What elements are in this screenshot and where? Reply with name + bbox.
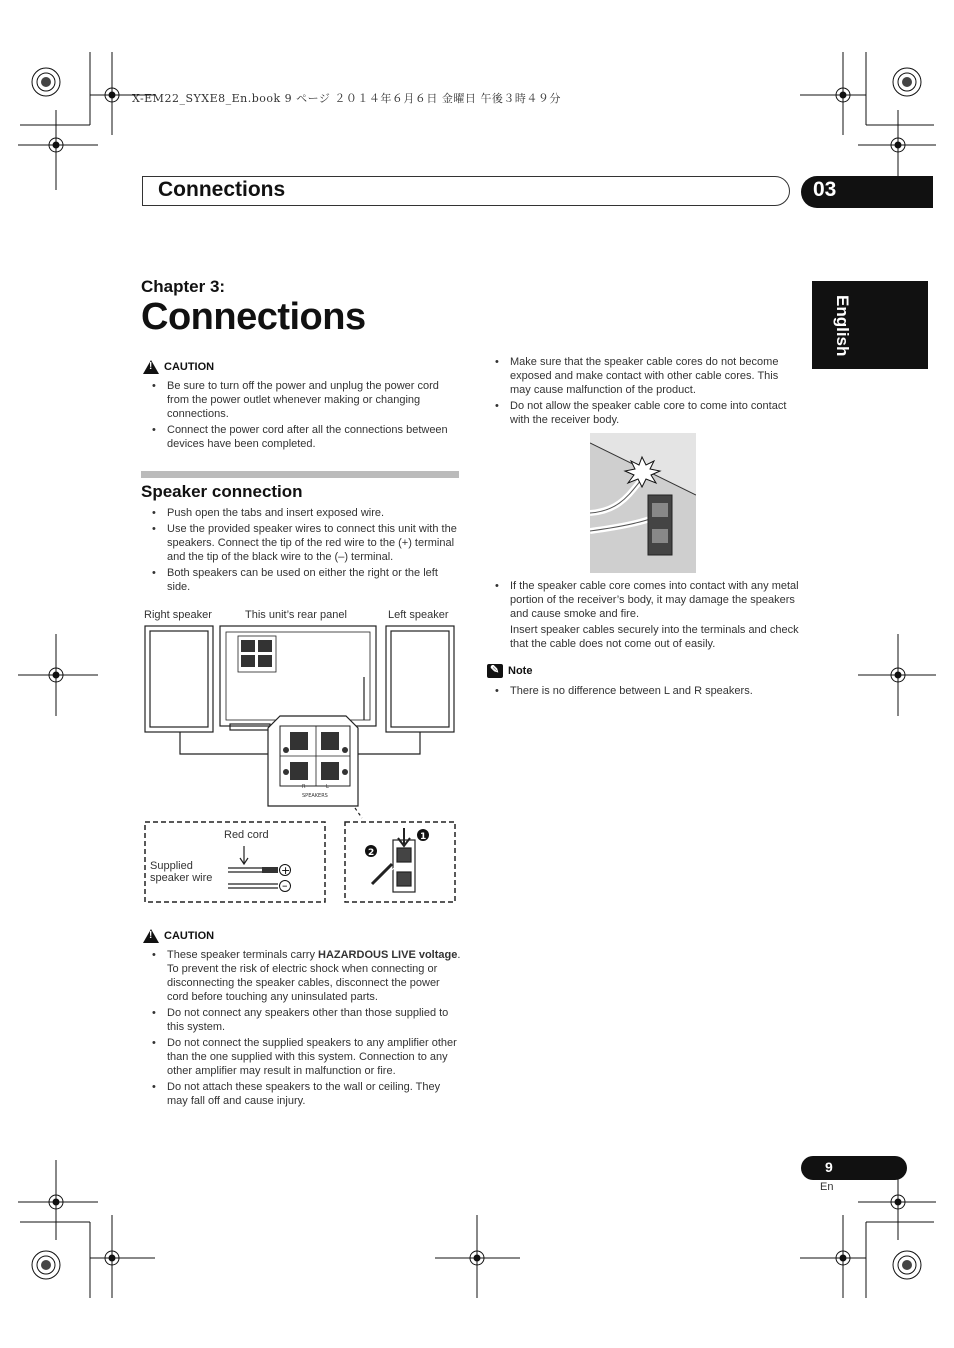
chapter-label: Chapter 3: bbox=[141, 277, 226, 296]
right-column-list bbox=[484, 355, 802, 429]
list-item: • If the speaker cable core comes into contact with any metal portion of the receiver’s body, it may damage the speakers and cause smoke and fire. Insert speaker cables securely into the terminals and check that the cable does not come out of easily. bbox=[484, 579, 802, 651]
section-title: Speaker connection bbox=[141, 482, 303, 501]
warning-icon bbox=[143, 929, 159, 943]
chapter-number-badge: 03 bbox=[801, 176, 933, 208]
caution-list-2 bbox=[141, 948, 463, 1110]
list-item: • Both speakers can be used on either the right or the left side. bbox=[141, 566, 463, 594]
page-number: 9 bbox=[801, 1156, 907, 1180]
caution-heading bbox=[143, 360, 214, 374]
step-2-marker: 2 bbox=[368, 848, 375, 858]
caution-list bbox=[141, 379, 461, 453]
cable-contact-illustration bbox=[590, 433, 696, 573]
list-item: • Do not allow the speaker cable core to come into contact with the receiver body. bbox=[484, 399, 802, 427]
contact-warning-list bbox=[484, 579, 802, 653]
note-icon bbox=[487, 664, 503, 678]
speaker-steps-list bbox=[141, 506, 463, 596]
list-item: • Make sure that the speaker cable cores do not become exposed and make contact with other cable cores. This may cause malfunction of the product. bbox=[484, 355, 802, 397]
section-divider bbox=[141, 471, 459, 478]
step-1-marker: 1 bbox=[420, 832, 427, 842]
caution-label: CAUTION bbox=[164, 930, 215, 942]
red-cord-label: Red cord bbox=[224, 829, 269, 841]
note-list bbox=[484, 684, 802, 700]
list-item: • Do not attach these speakers to the wall or ceiling. They may fall off and cause injury. bbox=[141, 1080, 463, 1108]
svg-text:–: – bbox=[282, 879, 288, 892]
list-item: • Be sure to turn off the power and unplug the power cord from the power outlet whenever making or changing connections. bbox=[141, 379, 461, 421]
supplied-wire-label: Supplied speaker wire bbox=[150, 860, 213, 884]
svg-text:+: + bbox=[281, 864, 291, 877]
page-title: Connections bbox=[141, 296, 366, 338]
warning-icon bbox=[143, 360, 159, 374]
speakers-terminal-label: SPEAKERS bbox=[302, 793, 328, 799]
note-heading bbox=[487, 664, 532, 678]
rear-panel-label: This unit’s rear panel bbox=[245, 609, 347, 621]
list-item: • These speaker terminals carry HAZARDOUS LIVE voltage. To prevent the risk of electric shock when connecting or disconnecting the speaker cables, disconnect the power cord before touching any uninsulated parts. bbox=[141, 948, 463, 1004]
list-item: • There is no difference between L and R speakers. bbox=[484, 684, 802, 698]
list-item: • Do not connect the supplied speakers to any amplifier other than the one supplied with this system. Connection to any other amplifier may result in malfunction or fire. bbox=[141, 1036, 463, 1078]
print-header: X-EM22_SYXE8_En.book 9 ページ ２０１４年６月６日 金曜日 午後３時４９分 bbox=[132, 92, 561, 105]
list-item: • Push open the tabs and insert exposed wire. bbox=[141, 506, 463, 520]
left-speaker-label: Left speaker bbox=[388, 609, 449, 621]
note-label: Note bbox=[508, 665, 533, 677]
header-title: Connections bbox=[158, 178, 286, 201]
terminal-r-label: R bbox=[302, 784, 306, 790]
list-item: • Do not connect any speakers other than those supplied to this system. bbox=[141, 1006, 463, 1034]
page-language: En bbox=[820, 1181, 834, 1193]
list-item: • Connect the power cord after all the connections between devices have been completed. bbox=[141, 423, 461, 451]
caution-label: CAUTION bbox=[164, 361, 215, 373]
language-label: English bbox=[833, 295, 852, 357]
list-item: • Use the provided speaker wires to connect this unit with the speakers. Connect the tip of the red wire to the (+) terminal and the tip of the black wire to the (–) terminal. bbox=[141, 522, 463, 564]
caution-heading-2 bbox=[143, 929, 214, 943]
right-speaker-label: Right speaker bbox=[144, 609, 212, 621]
language-tab bbox=[812, 281, 928, 369]
terminal-l-label: L bbox=[326, 784, 329, 790]
